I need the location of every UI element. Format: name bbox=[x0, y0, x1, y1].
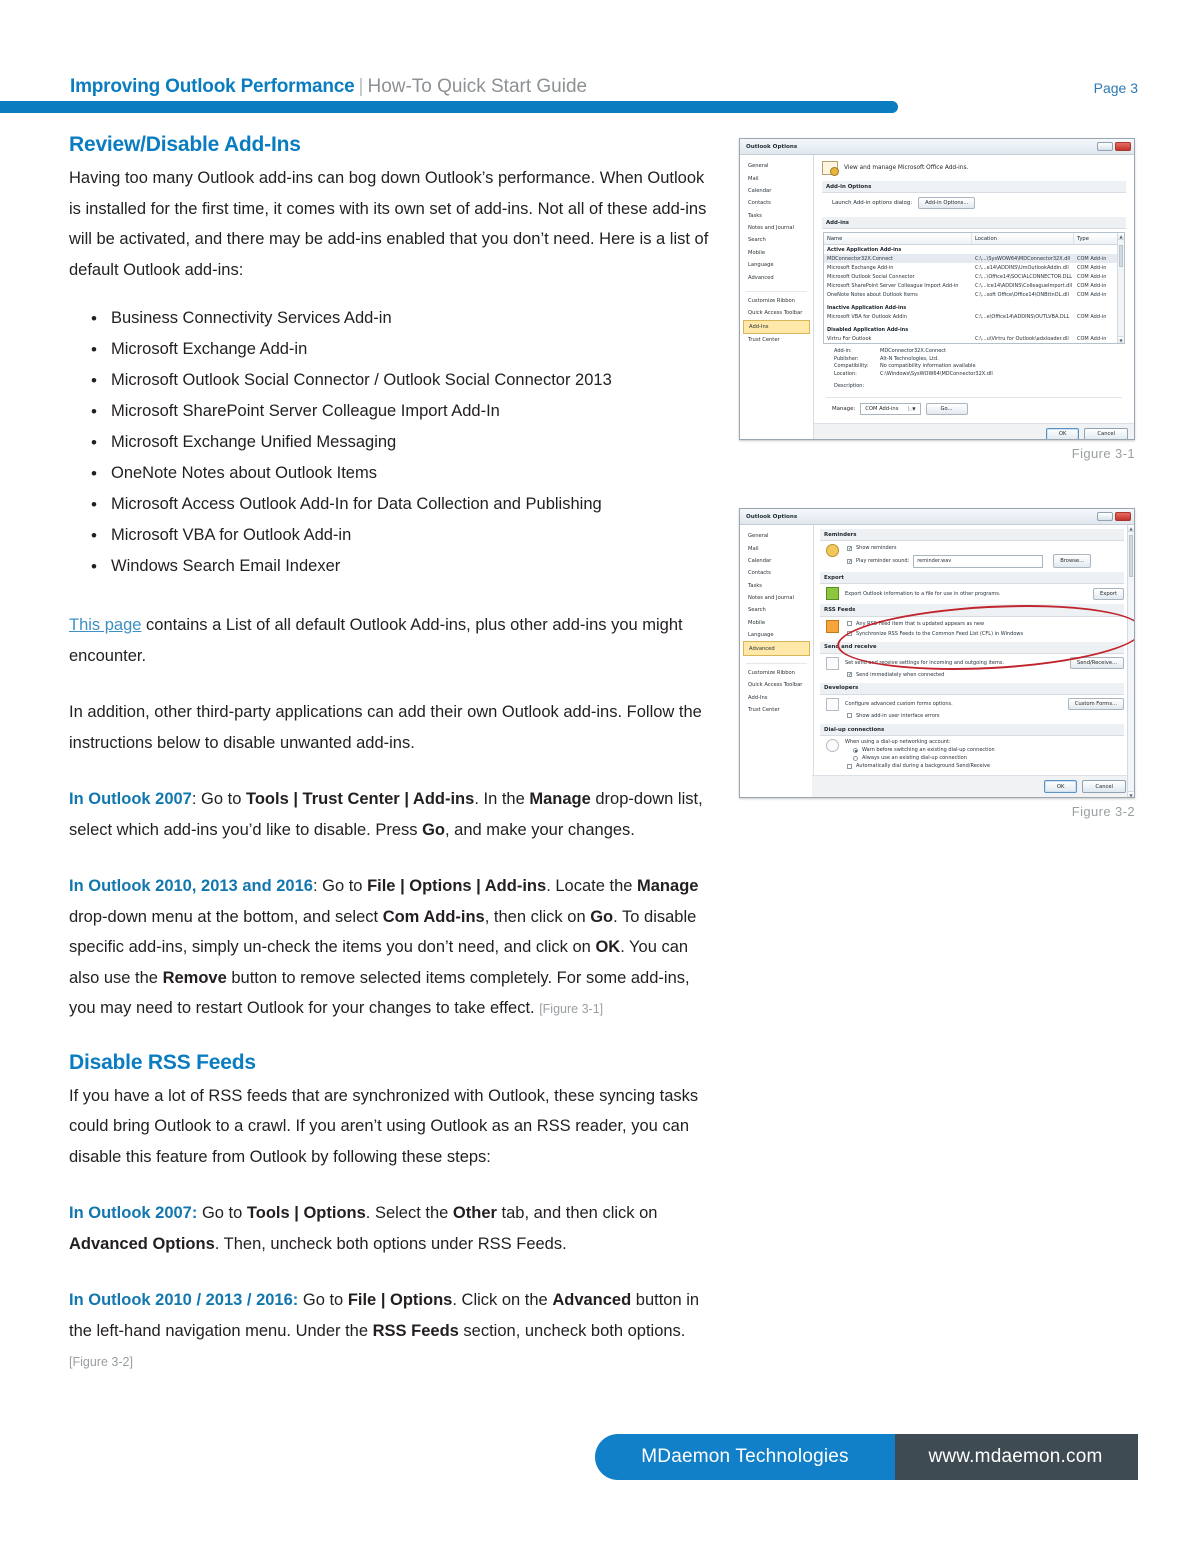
remove-label: Remove bbox=[162, 968, 227, 987]
outlook-2010-lead: In Outlook 2010, 2013 and 2016 bbox=[69, 877, 313, 895]
t: drop-down list, select which add-ins you’d like to disable. Press bbox=[69, 790, 703, 839]
sidebar-item-trust-center[interactable]: Trust Center bbox=[748, 337, 780, 344]
cell-type: COM Add-in bbox=[1077, 313, 1107, 320]
rss-feeds-label: RSS Feeds bbox=[372, 1321, 459, 1340]
cell-location: C:\...e\Office14\ADDINS\OUTLVBA.DLL bbox=[975, 313, 1070, 320]
group-reminders: Reminders bbox=[820, 529, 1124, 541]
rss-intro-paragraph: If you have a lot of RSS feeds that are synchronized with Outlook, these syncing tasks could bring Outlook to a crawl. If you aren’t using Outlook as an RSS reader, you can disable this feature from Outlook by following these steps: bbox=[69, 1086, 699, 1166]
this-page-link[interactable]: This page bbox=[69, 616, 142, 634]
t: Go to bbox=[298, 1291, 348, 1309]
list-item: • Windows Search Email Indexer bbox=[95, 551, 709, 582]
other-tab-label: Other bbox=[452, 1204, 497, 1222]
autodial-row[interactable] bbox=[845, 762, 1124, 770]
go-button[interactable]: Go... bbox=[926, 403, 968, 415]
sidebar-item-advanced[interactable]: Advanced bbox=[748, 274, 774, 281]
outlook-2007-lead: In Outlook 2007 bbox=[69, 790, 192, 808]
cell-name: Virtru For Outlook bbox=[827, 335, 872, 342]
always-existing-row[interactable] bbox=[845, 754, 1124, 762]
autodial-label: Automatically dial during a background Send/Receive bbox=[856, 763, 991, 770]
t: section, uncheck both options. bbox=[458, 1321, 686, 1340]
detail-value: C:\Windows\SysWOW64\MDConnector32X.dll bbox=[880, 370, 993, 377]
sidebar-item-trust-center[interactable]: Trust Center bbox=[748, 707, 780, 714]
rss-updated-appears-new-checkbox[interactable] bbox=[847, 621, 852, 626]
ok-button[interactable]: OK bbox=[1044, 780, 1078, 793]
sidebar-item-tasks[interactable]: Tasks bbox=[748, 582, 762, 589]
dialup-description: When using a dial-up networking account: bbox=[845, 739, 951, 746]
outlook-2007-addins-paragraph bbox=[69, 784, 709, 845]
sidebar-item-tasks[interactable]: Tasks bbox=[748, 212, 762, 219]
always-use-existing-label: Always use an existing dial-up connection bbox=[862, 755, 967, 762]
cell-type: COM Add-in bbox=[1077, 264, 1107, 271]
export-button[interactable]: Export bbox=[1093, 588, 1124, 600]
table-row[interactable] bbox=[824, 254, 1124, 263]
scroll-up-icon[interactable]: ▲ bbox=[1119, 234, 1123, 240]
menu-path-tools-trust-center: Tools | Trust Center | Add-ins bbox=[245, 790, 475, 808]
cell-location: C:\...u\Virtru for Outlook\adxloader.dll bbox=[975, 335, 1069, 342]
listview-header bbox=[824, 233, 1124, 245]
sidebar-item-add-ins[interactable]: Add-Ins bbox=[743, 320, 810, 334]
column-header-location[interactable]: Location bbox=[972, 233, 1074, 244]
outlook-options-window-advanced[interactable] bbox=[739, 508, 1135, 798]
footer-company-block bbox=[595, 1434, 895, 1480]
rss-new-row[interactable] bbox=[845, 620, 1124, 628]
menu-path-file-options: File | Options bbox=[347, 1291, 453, 1309]
send-receive-icon bbox=[826, 657, 839, 670]
sidebar-item-contacts[interactable]: Contacts bbox=[748, 200, 771, 207]
t: , and make your changes. bbox=[445, 820, 635, 839]
dialup-block bbox=[820, 739, 1124, 770]
cell-type: COM Add-in bbox=[1077, 335, 1107, 342]
figure-caption-3-1: Figure 3-1 bbox=[1071, 446, 1135, 461]
show-reminders-label: Show reminders bbox=[856, 545, 897, 552]
cell-name: MDConnector32X.Connect bbox=[827, 255, 894, 262]
reminder-bell-icon bbox=[826, 544, 839, 557]
addins-icon bbox=[822, 161, 838, 175]
window-body bbox=[740, 525, 1134, 798]
scroll-down-icon[interactable]: ▼ bbox=[1129, 793, 1133, 798]
t: button to remove selected items completely. For some add-ins, you may need to restart Outlook for your changes to take effect. bbox=[69, 968, 690, 1017]
t: . Locate the bbox=[546, 877, 638, 895]
document-title: Improving Outlook Performance bbox=[70, 76, 355, 97]
detail-description bbox=[834, 383, 1126, 391]
detail-key: Location: bbox=[834, 370, 857, 377]
page-header bbox=[0, 0, 1200, 112]
figure-caption-3-2: Figure 3-2 bbox=[1071, 804, 1135, 819]
rss-sync-row[interactable] bbox=[845, 630, 1124, 638]
window-body bbox=[740, 155, 1134, 440]
close-icon[interactable] bbox=[1115, 512, 1131, 521]
rss-icon bbox=[826, 620, 839, 633]
play-sound-row[interactable] bbox=[845, 554, 1124, 568]
launch-addin-options-row bbox=[822, 196, 1126, 213]
manage-label: Manage: bbox=[832, 405, 856, 412]
table-row-group bbox=[824, 245, 1124, 254]
scroll-up-icon[interactable]: ▲ bbox=[1129, 526, 1133, 531]
manage-selected-value: COM Add-ins bbox=[865, 405, 899, 412]
window-titlebar bbox=[740, 509, 1134, 525]
this-page-paragraph bbox=[69, 610, 709, 671]
manage-select[interactable] bbox=[860, 403, 920, 415]
sidebar-item-add-ins[interactable]: Add-Ins bbox=[748, 694, 768, 701]
column-header-type[interactable]: Type bbox=[1074, 233, 1118, 244]
warn-before-switching-radio[interactable] bbox=[853, 748, 858, 753]
close-icon[interactable] bbox=[1115, 142, 1131, 151]
window-titlebar bbox=[740, 139, 1134, 155]
list-item: • Microsoft Access Outlook Add-In for Data Collection and Publishing bbox=[95, 489, 709, 520]
group-addins: Add-ins bbox=[822, 217, 1126, 229]
cancel-button[interactable]: Cancel bbox=[1084, 428, 1128, 440]
sidebar-item-advanced[interactable]: Advanced bbox=[743, 641, 810, 655]
table-row[interactable] bbox=[824, 272, 1124, 281]
footer-website-block bbox=[893, 1434, 1138, 1480]
page-number: Page 3 bbox=[1093, 80, 1138, 96]
detail-key: Compatibility: bbox=[834, 363, 869, 370]
sidebar-item-general[interactable]: General bbox=[748, 533, 769, 540]
window-title: Outlook Options bbox=[746, 513, 798, 520]
footer-website[interactable]: www.mdaemon.com bbox=[928, 1446, 1103, 1467]
outlook-2007-rss-paragraph bbox=[69, 1198, 709, 1259]
send-receive-description: Set send and receive settings for incoming and outgoing items. bbox=[845, 659, 1005, 666]
sidebar-item-mobile[interactable]: Mobile bbox=[748, 249, 766, 256]
autodial-checkbox[interactable] bbox=[847, 764, 852, 769]
table-row[interactable] bbox=[824, 290, 1124, 299]
go-label: Go bbox=[590, 907, 614, 926]
figure-reference-3-1: [Figure 3-1] bbox=[539, 1002, 604, 1016]
cell-location: C:\...\SysWOW64\MDConnector32X.dll bbox=[975, 255, 1071, 262]
t: . Select the bbox=[365, 1204, 453, 1222]
cell-location: C:\...soft Office\Office14\ONBttnOL.dll bbox=[975, 291, 1069, 298]
default-addins-list bbox=[69, 303, 709, 582]
t: : Go to bbox=[191, 790, 246, 808]
group-rss-feeds: RSS Feeds bbox=[820, 604, 1124, 616]
detail-location bbox=[834, 371, 1126, 379]
developers-block bbox=[820, 698, 1124, 720]
send-receive-block bbox=[820, 657, 1124, 679]
show-reminders-checkbox[interactable] bbox=[847, 546, 852, 551]
cell-name: Microsoft VBA for Outlook Addin bbox=[827, 313, 907, 320]
outlook-2010-rss-paragraph bbox=[69, 1285, 709, 1378]
launch-dialog-label: Launch Add-in options dialog: bbox=[832, 200, 913, 207]
t: . To disable specific add-ins, simply un-check the items you don’t need, and click on bbox=[69, 907, 697, 956]
send-receive-desc-row bbox=[845, 657, 1124, 669]
table-row[interactable] bbox=[824, 281, 1124, 290]
detail-publisher bbox=[834, 356, 1126, 364]
reminders-block bbox=[820, 544, 1124, 568]
cell-name: Microsoft Outlook Social Connector bbox=[827, 273, 915, 280]
send-immediately-label: Send immediately when connected bbox=[856, 671, 945, 678]
sidebar-item-calendar[interactable]: Calendar bbox=[748, 187, 772, 194]
addins-listview[interactable] bbox=[823, 232, 1125, 344]
rss-sync-cfl-checkbox[interactable] bbox=[847, 631, 852, 636]
text-column bbox=[69, 133, 709, 1378]
addin-options-button[interactable]: Add-in Options... bbox=[918, 197, 975, 209]
export-block bbox=[820, 587, 1124, 600]
manage-row bbox=[822, 403, 1126, 415]
group-developers: Developers bbox=[820, 683, 1124, 695]
sidebar-item-mail[interactable]: Mail bbox=[748, 175, 759, 182]
scrollbar-thumb[interactable] bbox=[1119, 245, 1123, 267]
help-icon[interactable] bbox=[1097, 142, 1113, 151]
ok-label: OK bbox=[595, 938, 621, 956]
cell-name: Microsoft SharePoint Server Colleague Import Add-in bbox=[827, 282, 959, 289]
warn-before-switching-label: Warn before switching an existing dial-up connection bbox=[862, 747, 995, 754]
list-item: • Microsoft Outlook Social Connector / Outlook Social Connector 2013 bbox=[95, 365, 709, 396]
figure-3-1 bbox=[739, 138, 1135, 461]
outlook-2010-lead: In Outlook 2010 / 2013 / 2016: bbox=[69, 1291, 299, 1309]
rss-block bbox=[820, 620, 1124, 638]
group-send-receive: Send and receive bbox=[820, 642, 1124, 654]
sidebar-item-language[interactable]: Language bbox=[748, 262, 774, 269]
list-item: • Microsoft VBA for Outlook Add-in bbox=[95, 520, 709, 551]
sidebar-item-quick-access-toolbar[interactable]: Quick Access Toolbar bbox=[748, 310, 803, 317]
list-item: • Business Connectivity Services Add-in bbox=[95, 303, 709, 334]
footer-company: MDaemon Technologies bbox=[641, 1446, 849, 1467]
t: . Click on the bbox=[452, 1291, 553, 1309]
play-sound-label: Play reminder sound: bbox=[856, 558, 910, 565]
warn-switch-row[interactable] bbox=[845, 746, 1124, 754]
show-addin-errors-label: Show add-in user interface errors bbox=[856, 712, 940, 719]
dialog-footer bbox=[812, 775, 1132, 797]
cell-type: COM Add-in bbox=[1077, 273, 1107, 280]
header-accent-bar bbox=[0, 101, 898, 113]
t: tab, and then click on bbox=[496, 1204, 658, 1222]
chevron-down-icon[interactable]: ▼ bbox=[908, 406, 915, 411]
developers-description: Configure advanced custom forms options. bbox=[845, 700, 953, 707]
options-nav-list[interactable] bbox=[740, 525, 814, 798]
listview-scrollbar[interactable] bbox=[1117, 233, 1124, 343]
panel-scrollbar[interactable] bbox=[1127, 525, 1134, 798]
detail-value: No compatibility information available bbox=[880, 363, 976, 370]
table-row[interactable] bbox=[824, 263, 1124, 272]
list-item: • Microsoft Exchange Add-in bbox=[95, 334, 709, 365]
com-addins-label: Com Add-ins bbox=[382, 907, 485, 926]
column-header-name[interactable]: Name bbox=[824, 233, 972, 244]
send-immediately-checkbox[interactable] bbox=[847, 672, 852, 677]
header-separator: | bbox=[358, 76, 364, 97]
sidebar-item-mobile[interactable]: Mobile bbox=[748, 619, 766, 626]
sidebar-item-customize-ribbon[interactable]: Customize Ribbon bbox=[748, 669, 795, 676]
window-title: Outlook Options bbox=[746, 143, 798, 150]
send-receive-button[interactable]: Send/Receive... bbox=[1070, 657, 1124, 669]
outlook-options-window-addins[interactable] bbox=[739, 138, 1135, 440]
cell-type: COM Add-in bbox=[1077, 255, 1107, 262]
scrollbar-thumb[interactable] bbox=[1129, 535, 1133, 577]
document-subtitle: How-To Quick Start Guide bbox=[367, 76, 588, 97]
manage-label: Manage bbox=[637, 877, 699, 895]
play-sound-checkbox[interactable] bbox=[847, 559, 852, 564]
sidebar-item-language[interactable]: Language bbox=[748, 632, 774, 639]
table-row[interactable] bbox=[824, 312, 1124, 321]
detail-value: Alt-N Technologies, Ltd. bbox=[880, 355, 939, 362]
sidebar-item-customize-ribbon[interactable]: Customize Ribbon bbox=[748, 297, 795, 304]
figure-reference-3-2: [Figure 3-2] bbox=[69, 1355, 133, 1369]
options-main-panel bbox=[814, 155, 1134, 440]
header-title-block bbox=[70, 76, 587, 98]
cell-type: COM Add-in bbox=[1077, 282, 1107, 289]
window-controls[interactable] bbox=[1097, 142, 1131, 151]
addin-details-panel bbox=[822, 344, 1126, 391]
details-divider bbox=[826, 397, 1122, 398]
detail-key: Add-in: bbox=[834, 348, 852, 355]
sidebar-item-search[interactable]: Search bbox=[748, 607, 766, 614]
t: drop-down menu at the bottom, and select bbox=[69, 907, 383, 926]
t: . Then, uncheck both options under RSS Feeds. bbox=[214, 1234, 567, 1253]
t: : Go to bbox=[312, 877, 368, 895]
outlook-2007-lead: In Outlook 2007: bbox=[69, 1204, 198, 1222]
sidebar-item-quick-access-toolbar[interactable]: Quick Access Toolbar bbox=[748, 682, 803, 689]
dialog-footer bbox=[814, 423, 1134, 440]
options-main-panel bbox=[814, 525, 1134, 798]
t: , then click on bbox=[484, 907, 591, 926]
t: Go to bbox=[197, 1204, 247, 1222]
window-controls[interactable] bbox=[1097, 512, 1131, 521]
custom-forms-icon bbox=[826, 698, 839, 711]
table-row-group bbox=[824, 299, 1124, 312]
browse-button[interactable]: Browse... bbox=[1053, 554, 1091, 568]
sidebar-item-general[interactable]: General bbox=[748, 163, 769, 170]
panel-banner bbox=[822, 161, 1126, 175]
sidebar-item-contacts[interactable]: Contacts bbox=[748, 570, 771, 577]
export-icon bbox=[826, 587, 839, 600]
cell-location: C:\...e14\ADDINS\UmOutlookAddin.dll bbox=[975, 264, 1069, 271]
cell-name: Microsoft Exchange Add-in bbox=[827, 264, 894, 271]
detail-key: Description: bbox=[834, 383, 865, 390]
scroll-down-icon[interactable]: ▼ bbox=[1119, 338, 1123, 344]
show-reminders-row[interactable] bbox=[845, 544, 1124, 552]
t: . You can also use the bbox=[69, 938, 689, 987]
list-item: • OneNote Notes about Outlook Items bbox=[95, 458, 709, 489]
detail-value: MDConnector32X.Connect bbox=[880, 348, 947, 355]
detail-compatibility bbox=[834, 363, 1126, 371]
figure-3-2 bbox=[739, 508, 1135, 819]
cancel-button[interactable]: Cancel bbox=[1082, 780, 1126, 793]
detail-key: Publisher: bbox=[834, 355, 859, 362]
phone-icon bbox=[826, 739, 839, 752]
group-export: Export bbox=[820, 572, 1124, 584]
group-dialup: Dial-up connections bbox=[820, 724, 1124, 736]
custom-forms-button[interactable]: Custom Forms... bbox=[1068, 698, 1124, 710]
table-row-group bbox=[824, 321, 1124, 334]
third-party-paragraph: In addition, other third-party applications can add their own Outlook add-ins. Follow the instructions below to disable unwanted add-ins. bbox=[69, 703, 702, 752]
always-use-existing-radio[interactable] bbox=[853, 756, 858, 761]
rss-updated-appears-new-label: Any RSS Feed item that is updated appears as new bbox=[856, 620, 985, 627]
send-immediately-row[interactable] bbox=[845, 671, 1124, 679]
cell-type: COM Add-in bbox=[1077, 291, 1107, 298]
detail-addin bbox=[834, 348, 1126, 356]
ok-button[interactable]: OK bbox=[1046, 428, 1080, 440]
go-label: Go bbox=[422, 820, 446, 839]
group-label: Active Application Add-ins bbox=[827, 246, 902, 253]
outlook-2010-addins-paragraph bbox=[69, 871, 709, 1025]
export-description: Export Outlook information to a file for use in other programs. bbox=[845, 590, 1001, 597]
sidebar-item-notes-journal[interactable]: Notes and Journal bbox=[748, 225, 794, 232]
sidebar-item-notes-journal[interactable]: Notes and Journal bbox=[748, 595, 794, 602]
options-nav-list[interactable] bbox=[740, 155, 814, 440]
nav-divider bbox=[746, 287, 807, 292]
group-addin-options: Add-in Options bbox=[822, 181, 1126, 193]
cell-location: C:\...\Office14\SOCIALCONNECTOR.DLL bbox=[975, 273, 1073, 280]
rss-sync-cfl-label: Synchronize RSS Feeds to the Common Feed List (CFL) in Windows bbox=[856, 630, 1024, 637]
page-footer bbox=[0, 1434, 1200, 1480]
cell-location: C:\...ice14\ADDINS\ColleagueImport.dll bbox=[975, 282, 1073, 289]
t: button in the left-hand navigation menu. Under the bbox=[69, 1291, 700, 1340]
list-item: • Microsoft Exchange Unified Messaging bbox=[95, 427, 709, 458]
menu-path-file-options-addins: File | Options | Add-ins bbox=[367, 877, 547, 895]
advanced-label: Advanced bbox=[552, 1291, 632, 1309]
addins-intro-paragraph: Having too many Outlook add-ins can bog down Outlook’s performance. When Outlook is installed for the first time, it comes with its own set of add-ins. Not all of these add-ins will be activated, and there may be add-ins enabled that you don’t need. Here is a list of default Outlook add-ins: bbox=[69, 169, 709, 279]
sidebar-item-search[interactable]: Search bbox=[748, 237, 766, 244]
group-label: Disabled Application Add-ins bbox=[827, 326, 909, 333]
section-heading-rss: Disable RSS Feeds bbox=[69, 1050, 256, 1074]
list-item: • Microsoft SharePoint Server Colleague Import Add-In bbox=[95, 396, 709, 427]
nav-divider bbox=[746, 659, 807, 664]
menu-path-tools-options: Tools | Options bbox=[246, 1204, 366, 1222]
section-heading-addins: Review/Disable Add-Ins bbox=[69, 133, 301, 156]
this-page-rest: contains a List of all default Outlook Add-ins, plus other add-ins you might encounter. bbox=[69, 616, 683, 665]
show-addin-errors-checkbox[interactable] bbox=[847, 713, 852, 718]
sound-file-input[interactable]: reminder.wav bbox=[913, 555, 1043, 568]
cell-name: OneNote Notes about Outlook Items bbox=[827, 291, 918, 298]
sidebar-item-calendar[interactable]: Calendar bbox=[748, 557, 772, 564]
panel-banner-text: View and manage Microsoft Office Add-ins. bbox=[844, 165, 969, 171]
manage-label: Manage bbox=[529, 790, 591, 808]
table-row[interactable] bbox=[824, 334, 1124, 343]
group-label: Inactive Application Add-ins bbox=[827, 304, 907, 311]
show-addin-errors-row[interactable] bbox=[845, 712, 1124, 720]
sidebar-item-mail[interactable]: Mail bbox=[748, 545, 759, 552]
developers-desc-row bbox=[845, 698, 1124, 710]
help-icon[interactable] bbox=[1097, 512, 1113, 521]
advanced-options-label: Advanced Options bbox=[69, 1234, 215, 1253]
t: . In the bbox=[474, 790, 530, 808]
